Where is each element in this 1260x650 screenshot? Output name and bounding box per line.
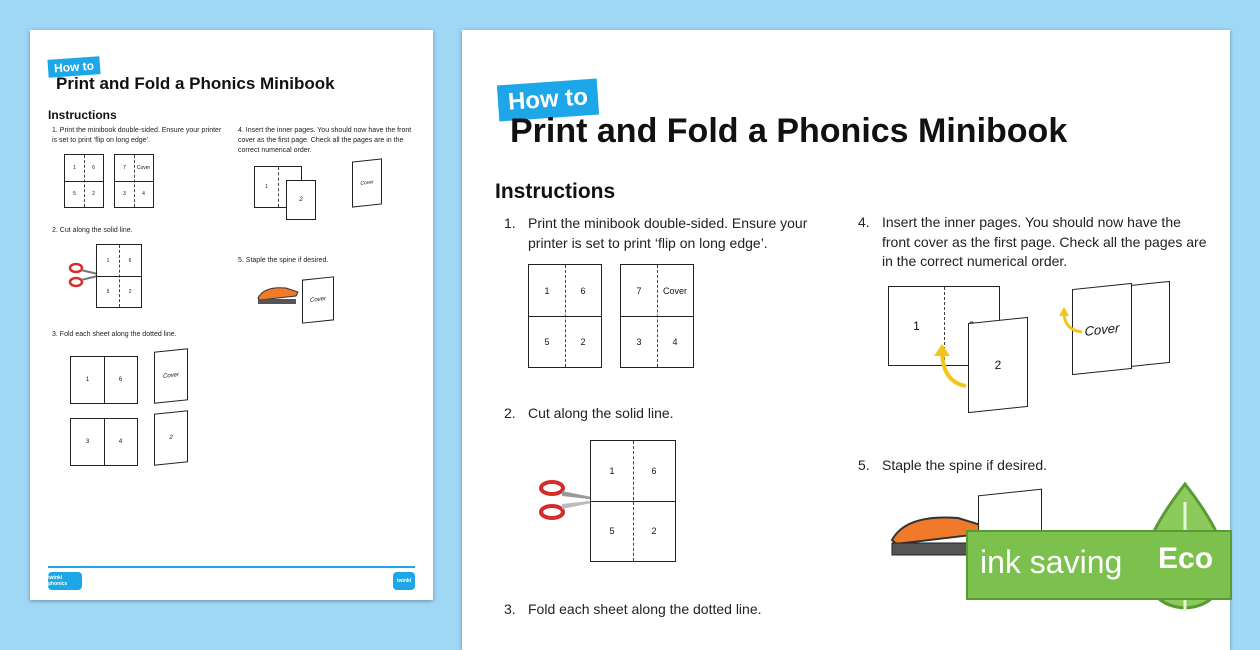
- inserted-cover-thumb: Cover: [352, 158, 382, 207]
- document-thumbnail: [30, 30, 433, 600]
- step-5-large: 5. Staple the spine if desired.: [858, 457, 1047, 473]
- cut-sheet: 1 6 5 2: [590, 440, 676, 562]
- sheet-front: 1 6 5 2: [528, 264, 602, 368]
- eco-label: Eco: [1158, 542, 1214, 575]
- step-1: 1. Print the minibook double-sided. Ensure your printer is set to print ‘flip on long edge’.: [52, 127, 222, 144]
- sheet-front-thumb: 1 6 5 2: [64, 154, 104, 208]
- sheet-back-thumb: 7 Cover 3 4: [114, 154, 154, 208]
- instructions-heading-large: Instructions: [495, 180, 616, 203]
- arrow-icon-cover: [1058, 306, 1086, 336]
- stapled-cover-thumb: Cover: [302, 276, 334, 323]
- fold-sheet-2-thumb: 3 4: [70, 418, 138, 466]
- insert-sheet-thumb: 1: [254, 166, 302, 208]
- ink-saving-label: ink saving: [980, 544, 1123, 580]
- step-4: 4. Insert the inner pages. You should now have the front cover as the first page. Check all the pages are in the correct numerical order.: [238, 127, 412, 154]
- sheet-back: 7 Cover 3 4: [620, 264, 694, 368]
- step-5: 5. Staple the spine if desired.: [238, 257, 329, 264]
- step-1-large: 1. Print the minibook double-sided. Ensure your printer is set to print ‘flip on long edge’.: [504, 215, 808, 251]
- footer-line: [48, 566, 415, 568]
- how-to-tag: How to: [47, 56, 100, 78]
- insert-sheet: 1: [888, 286, 1000, 366]
- twinkl-logo: twinkl: [393, 572, 415, 590]
- step-2-large: 2. Cut along the solid line.: [504, 405, 674, 421]
- page-title: Print and Fold a Phonics Minibook: [56, 74, 335, 93]
- folded-page-thumb: 2: [154, 410, 188, 466]
- cut-sheet-thumb: 1 6 5 2: [96, 244, 142, 308]
- twinkl-phonics-logo: twinkl phonics: [48, 572, 82, 590]
- ink-saving-badge: [966, 530, 1232, 600]
- fold-sheet-1-thumb: 1 6: [70, 356, 138, 404]
- step-2: 2. Cut along the solid line.: [52, 227, 133, 234]
- insert-page-thumb: 2: [286, 180, 316, 220]
- stapler-icon: [256, 284, 300, 306]
- insert-page: 2: [968, 317, 1028, 413]
- step-3-large: 3. Fold each sheet along the dotted line.: [504, 601, 762, 617]
- instructions-heading: Instructions: [48, 108, 117, 122]
- arrow-icon: [932, 342, 972, 390]
- folded-cover-thumb: Cover: [154, 348, 188, 404]
- page-title-large: Print and Fold a Phonics Minibook: [510, 112, 1068, 150]
- how-to-tag-large: How to: [497, 79, 599, 122]
- inserted-cover: Cover: [1072, 283, 1132, 375]
- step-3: 3. Fold each sheet along the dotted line.: [52, 331, 177, 338]
- step-4-large: 4. Insert the inner pages. You should now have the front cover as the first page. Check all the pages are in the correct numerical order.: [858, 214, 1207, 270]
